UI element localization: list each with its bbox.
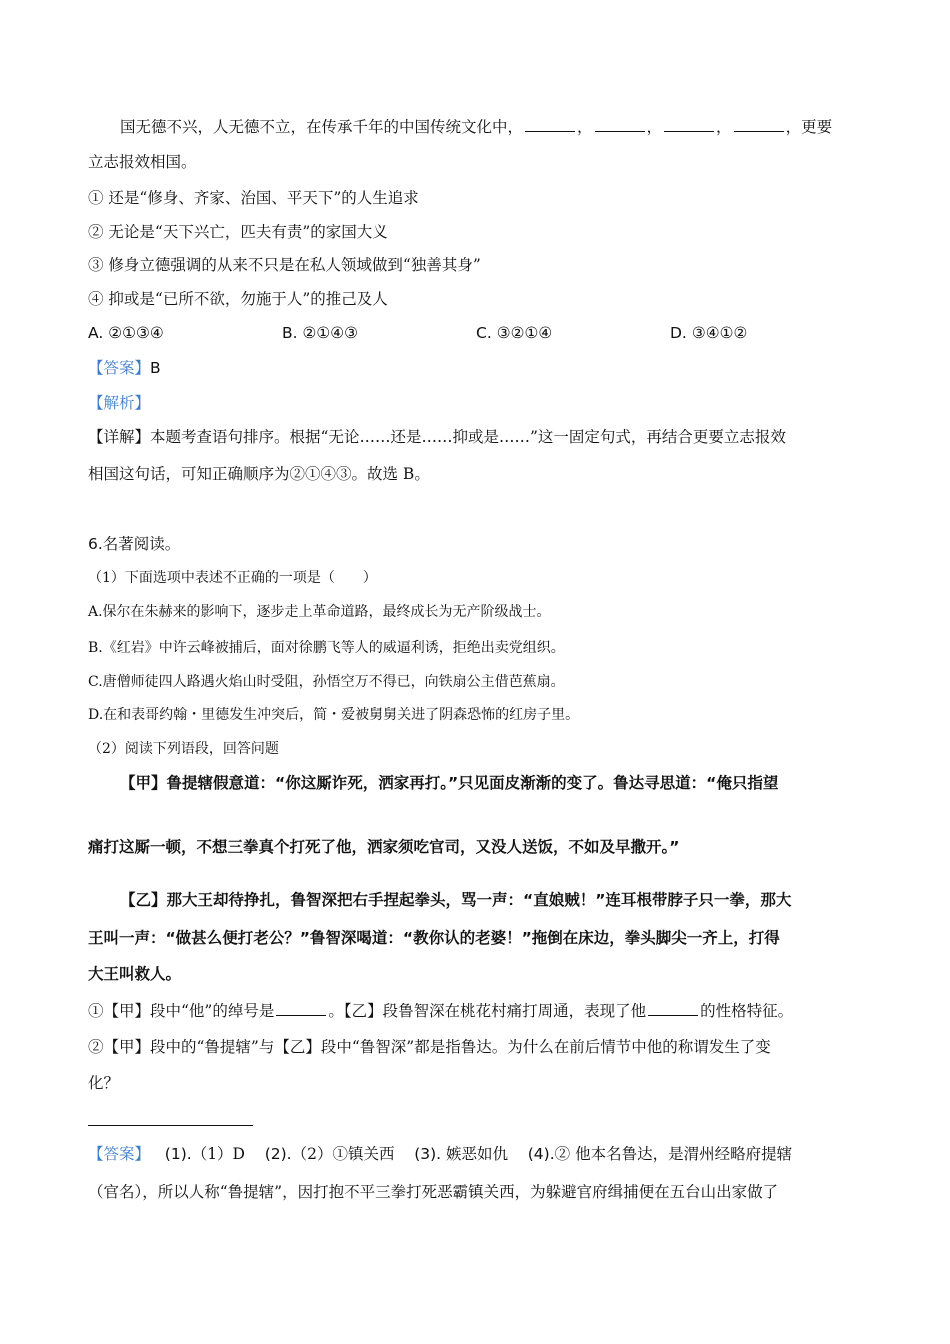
q5-option-c [476,322,552,344]
fill-blank [664,117,714,132]
answer-text: （2）①镇关西 [291,1145,395,1163]
answer-text: ② 他本名鲁达，是渭州经略府提辖 [554,1145,793,1163]
option-text: ③④①② [691,324,748,342]
q6-title: 6.名著阅读。 [88,535,181,553]
q6-sub1: （1）下面选项中表述不正确的一项是（ ） [88,570,377,586]
q5-stem-line-1 [120,116,832,138]
answer-text: 嫉恶如仇 [446,1145,509,1163]
passage-jia-line-1: 【甲】鲁提辖假意道：“你这厮诈死，洒家再打。”只见面皮渐渐的变了。鲁达寻思道：“俺只指望 [120,774,779,792]
answer-value: B [150,359,161,377]
option-letter: D. [670,324,687,342]
option-letter: C. [476,324,492,342]
option-text: ②①④③ [302,324,359,342]
answer-tag: 【答案】 [88,1145,151,1163]
passage-yi-line-1: 【乙】那大王却待挣扎，鲁智深把右手捏起拳头，骂一声：“直娘贼！”连耳根带脖子只一拳，那大 [120,891,792,909]
q6-question-2-cont: 化？ [88,1074,120,1092]
q6-question-2: ②【甲】段中的“鲁提辖”与【乙】段中“鲁智深”都是指鲁达。为什么在前后情节中他的称谓发生了变 [88,1038,771,1056]
q6-answer-line-2: （官名），所以人称“鲁提辖”，因打抱不平三拳打死恶霸镇关西，为躲避官府缉捕便在五台山出家做了 [88,1183,779,1201]
q5-detail-line-2: 相国这句话，可知正确顺序为②①④③。故选 B。 [88,465,430,483]
question-text: 的性格特征。 [700,1002,794,1020]
q6-sub2: （2）阅读下列语段，回答问题 [88,741,279,757]
separator: ， [716,118,732,136]
option-text: ②①③④ [108,324,164,342]
q5-option-d [670,322,747,344]
detail-text: 本题考查语句排序。根据“无论……还是……抑或是……”这一固定句式，再结合更要立志报效 [150,428,786,446]
q5-item-4: ④ 抑或是“已所不欲，勿施于人”的推己及人 [88,290,388,308]
q5-detail-line-1 [88,426,786,448]
q5-option-a [88,322,164,344]
q5-option-b [282,322,358,344]
q5-item-1: ① 还是“修身、齐家、治国、平天下”的人生追求 [88,189,419,207]
passage-yi-line-3: 大王叫救人。 [88,965,182,983]
fill-blank [595,117,645,132]
fill-blank [276,1001,326,1016]
q5-analysis-tag: 【解析】 [88,394,151,412]
q5-stem-line-2: 立志报效相国。 [88,153,197,171]
option-text: ③②①④ [496,324,553,342]
fill-blank [648,1001,698,1016]
q6-choice-a: A.保尔在朱赫来的影响下，逐步走上革命道路，最终成长为无产阶级战士。 [88,604,551,620]
q6-answer-line-1 [88,1143,792,1165]
answer-num: (2). [264,1145,292,1163]
q5-stem-tail: ，更要 [785,118,833,136]
answer-num: (1). [164,1145,192,1163]
q5-stem-text: 国无德不兴，人无德不立，在传承千年的中国传统文化中， [120,118,524,136]
answer-text: （1）D [191,1145,245,1163]
option-letter: B. [282,324,298,342]
detail-tag: 【详解】 [88,428,151,446]
option-letter: A. [88,324,104,342]
answer-num: (3). [414,1145,442,1163]
q6-choice-b: B.《红岩》中许云峰被捕后，面对徐鹏飞等人的威逼利诱，拒绝出卖党组织。 [88,640,565,656]
fill-blank [525,117,575,132]
passage-yi-line-2: 王叫一声：“做甚么便打老公？”鲁智深喝道：“教你认的老婆！”拖倒在床边，拳头脚尖一齐上，打得 [88,929,780,947]
q5-answer-line [88,357,161,379]
answer-divider-line [88,1125,253,1126]
question-text: ①【甲】段中“他”的绰号是 [88,1002,275,1020]
fill-blank [734,117,784,132]
answer-num: (4). [527,1145,555,1163]
separator: ， [577,118,593,136]
q6-choice-d: D.在和表哥约翰・里德发生冲突后，简・爱被舅舅关进了阴森恐怖的红房子里。 [88,707,580,723]
question-text: 。【乙】段鲁智深在桃花村痛打周通，表现了他 [328,1002,647,1020]
separator: ， [646,118,663,136]
q6-choice-c: C.唐僧师徒四人路遇火焰山时受阻，孙悟空万不得已，向铁扇公主借芭蕉扇。 [88,674,565,690]
q5-item-3: ③ 修身立德强调的从来不只是在私人领域做到“独善其身” [88,256,481,274]
q5-item-2: ② 无论是“天下兴亡，匹夫有责”的家国大义 [88,223,388,241]
q6-question-1 [88,1000,793,1022]
answer-tag: 【答案】 [88,359,151,377]
passage-jia-line-2: 痛打这厮一顿，不想三拳真个打死了他，洒家须吃官司，又没人送饭，不如及早撒开。” [88,838,680,856]
